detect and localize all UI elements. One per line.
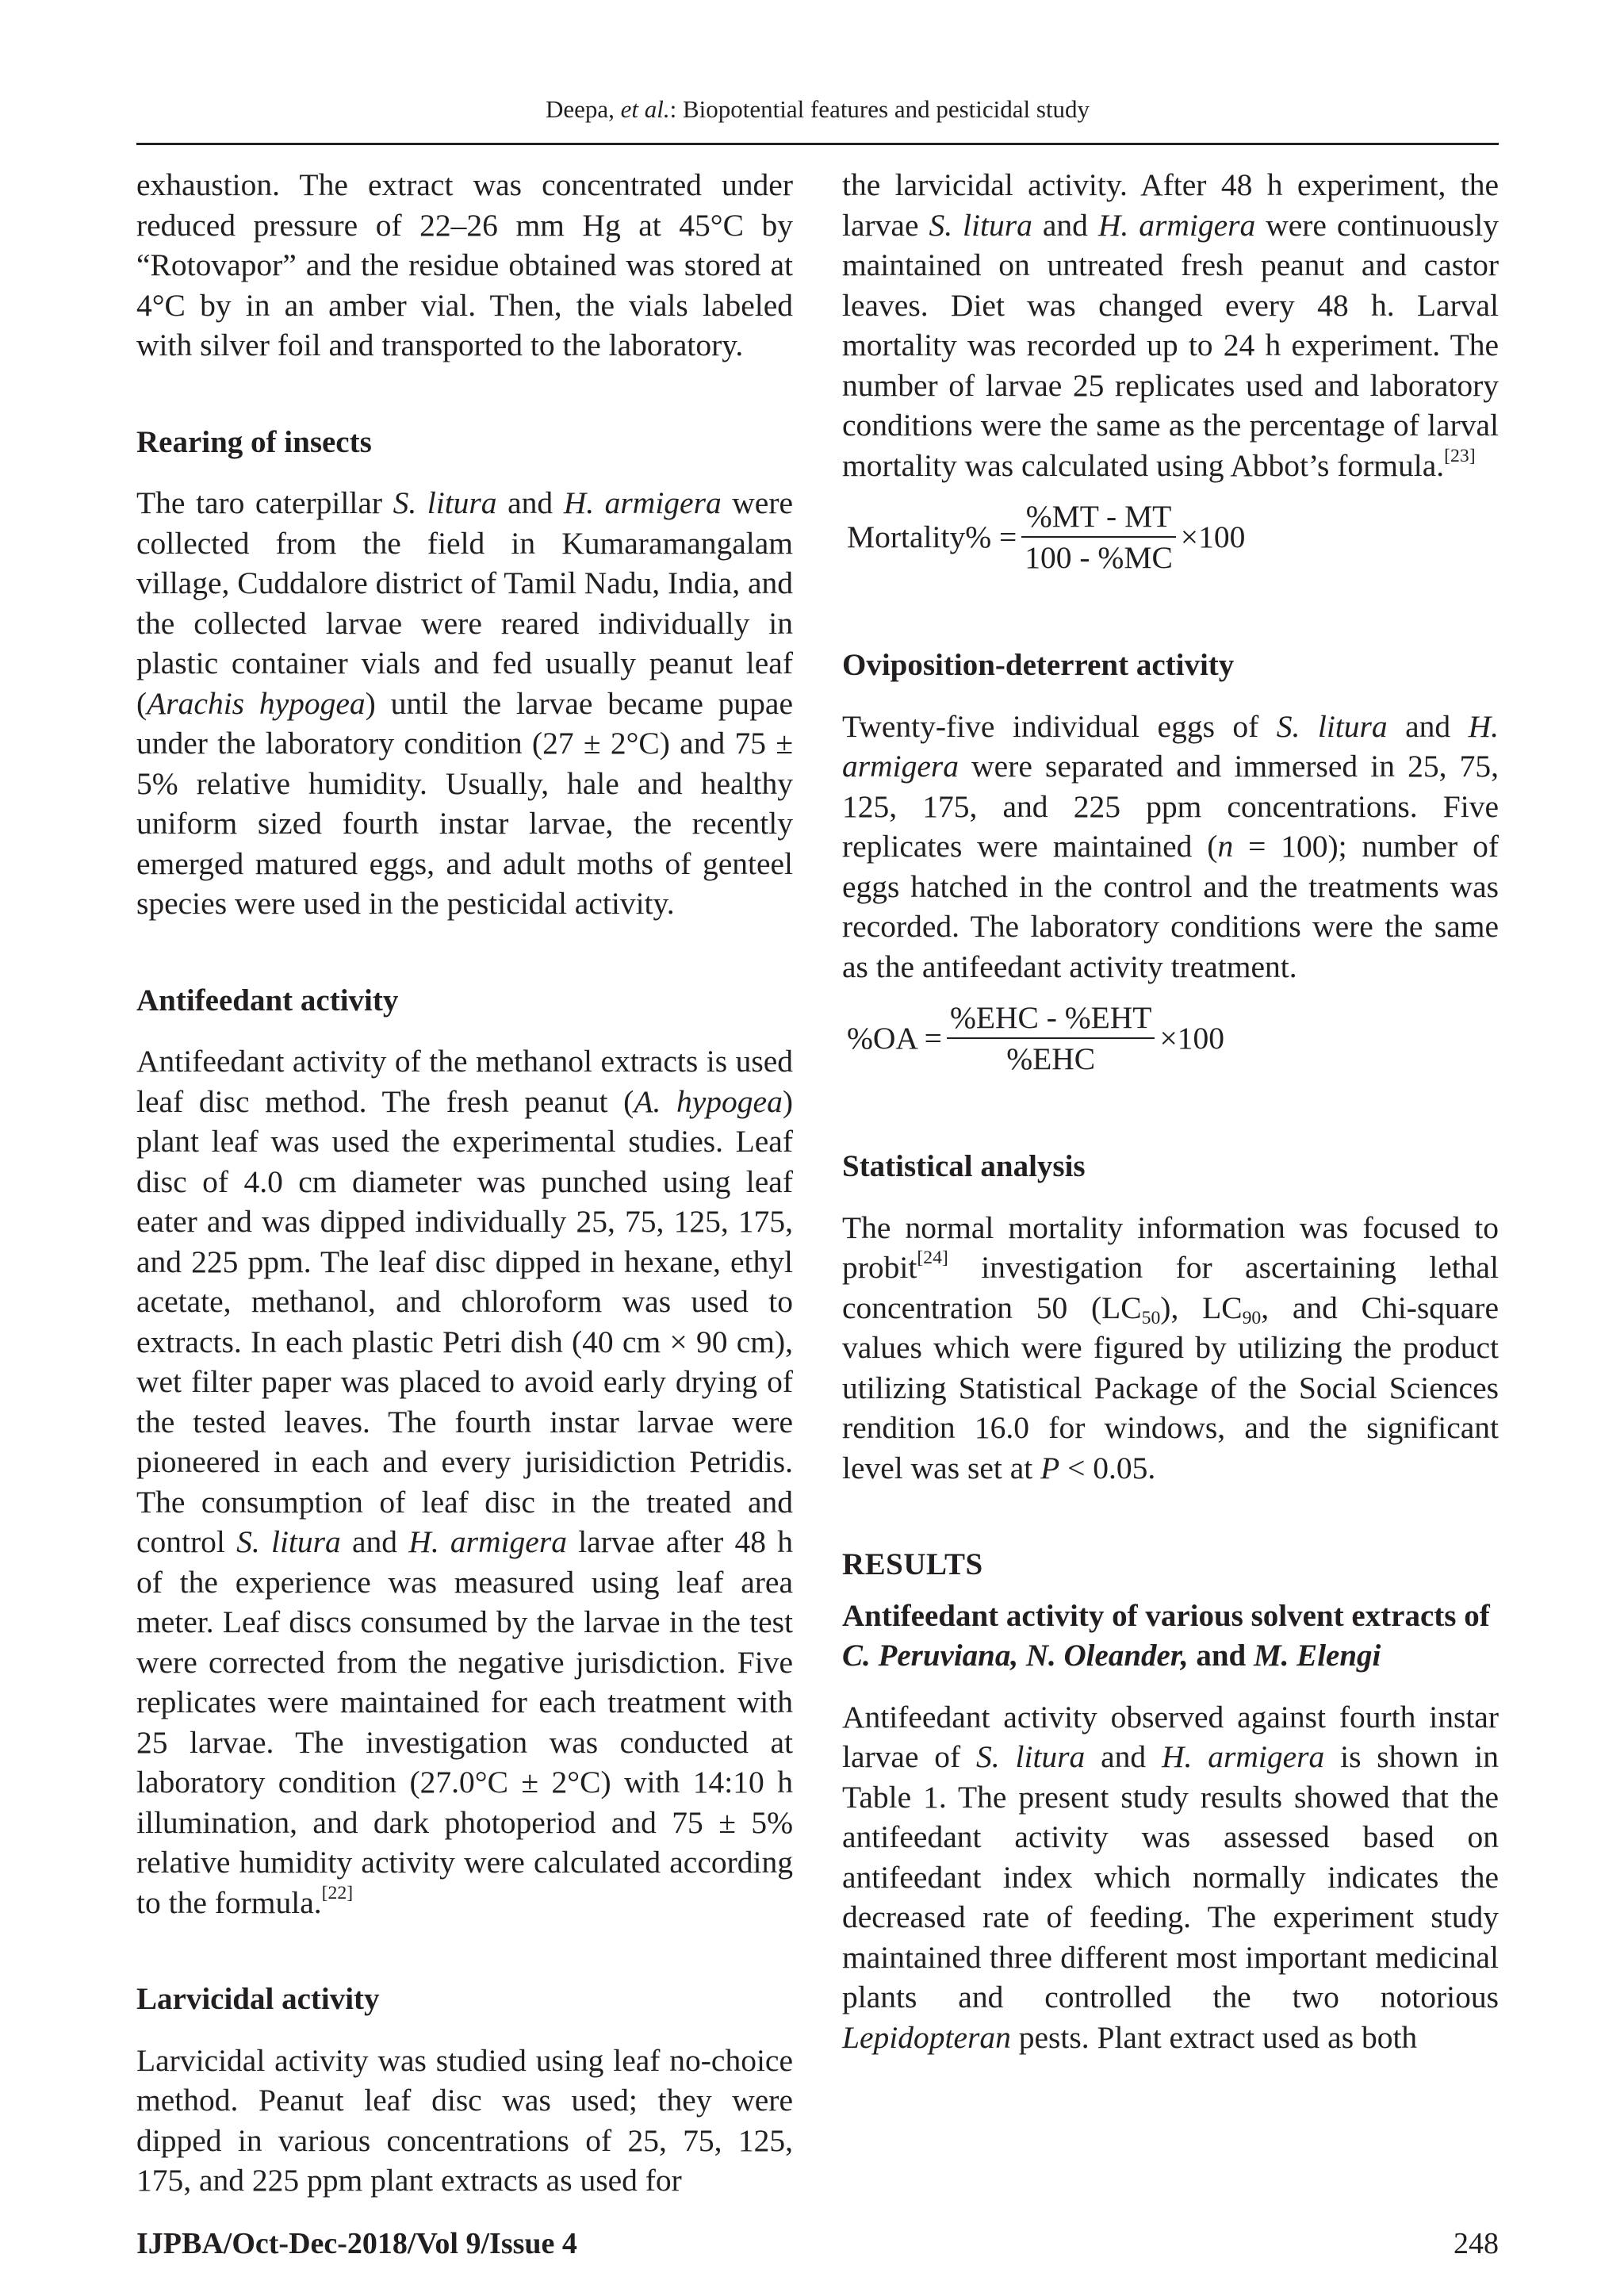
header-rule [136, 143, 1499, 145]
subheading-antifeedant-results: Antifeedant activity of various solvent extracts of C. Peruviana, N. Oleander, and M. Elengi [842, 1598, 1490, 1673]
running-head-etal: et al. [620, 95, 670, 123]
formula-mortality-fraction [1021, 498, 1176, 576]
species-h-armigera: H. armigera [1162, 1739, 1325, 1774]
heading-oviposition-deterrent-activity: Oviposition-deterrent activity [842, 648, 1235, 682]
formula-mortality-rhs: ×100 [1180, 519, 1246, 554]
right-column [842, 165, 1499, 2057]
species-h-armigera: H. armigera [563, 485, 722, 520]
subscript-90: 90 [1242, 1307, 1262, 1328]
formula-oa-denominator: %EHC [1006, 1041, 1096, 1076]
heading-rearing-of-insects: Rearing of insects [136, 424, 372, 459]
species-m-elengi: M. Elengi [1254, 1639, 1381, 1673]
paragraph-antifeedant: Antifeedant activity of the methanol extracts is used leaf disc method. The fresh peanut (A. hypogea) plant leaf was used the experimental studies. Leaf disc of 4.0 cm diameter was punched using leaf eater and was dipped individually 25, 75, 125, 175, and 225 ppm. The leaf disc dipped in hexane, ethyl acetate, methanol, and chloroform was used to extracts. In each plastic Petri dish (40 cm × 90 cm), wet filter paper was placed to avoid early drying of the tested leaves. The fourth instar larvae were pioneered in each and every jurisidiction Petridis. The consumption of leaf disc in the treated and control S. litura and H. armigera larvae after 48 h of the experience was measured using leaf area meter. Leaf discs consumed by the larvae in the test were corrected from the negative jurisdiction. Five replicates were maintained for each treatment with 25 larvae. The investigation was conducted at laboratory condition (27.0°C ± 2°C) with 14:10 h illumination, and dark photoperiod and 75 ± 5% relative humidity activity were calculated according to the formula.[22] [136, 1044, 793, 1920]
species-h-armigera: H. armigera [842, 708, 1499, 784]
species-s-litura: S. litura [929, 207, 1032, 243]
heading-antifeedant-activity: Antifeedant activity [136, 983, 399, 1018]
species-a-hypogea: A. hypogea [634, 1083, 783, 1119]
running-head-title: : Biopotential features and pesticidal study [669, 95, 1090, 123]
paragraph-rearing: The taro caterpillar S. litura and H. armigera were collected from the field in Kumaramangalam village, Cuddalore district of Tamil Nadu, India, and the collected larvae were reared individually in plastic container vials and fed usually peanut leaf (Arachis hypogea) until the larvae became pupae under the laboratory condition (27 ± 2°C) and 75 ± 5% relative humidity. Usually, hale and healthy uniform sized fourth instar larvae, the recently emerged matured eggs, and adult moths of genteel species were used in the pesticidal activity. [136, 485, 794, 921]
formula-oa-fraction [947, 999, 1155, 1077]
paragraph-statistical: The normal mortality information was focused to probit[24] investigation for ascertaining lethal concentration 50 $(LC_{50})$, $LC_{90}$, and Chi-square values which were figured by utilizing the product utilizing Statistical Package of the Social Sciences rendition 16.0 for windows, and the significant level was set at P < 0.05. [842, 1209, 1499, 1485]
formula-mortality-numerator: %MT - MT [1025, 499, 1172, 534]
citation-23: [23] [1444, 445, 1476, 466]
paragraph-larvicidal: Larvicidal activity was studied using leaf no-choice method. Peanut leaf disc was used; they were dipped in various concentrations of 25, 75, 125, 175, and 225 ppm plant extracts as used for [136, 2042, 793, 2198]
heading-statistical-analysis: Statistical analysis [842, 1149, 1086, 1183]
species-s-litura: S. litura [236, 1524, 341, 1559]
heading-results: RESULTS [842, 1547, 983, 1581]
paragraph-exhaustion: exhaustion. The extract was concentrated under reduced pressure of 22–26 mm Hg at 45°C by “Rotovapor” and the residue obtained was stored at 4°C by in an amber vial. Then, the vials labeled with silver foil and transported to the laboratory. [136, 167, 793, 362]
formula-oa-rhs: ×100 [1159, 1020, 1224, 1056]
citation-24: [24] [917, 1248, 948, 1269]
species-h-armigera: H. armigera [1097, 207, 1256, 243]
species-s-litura: S. litura [976, 1739, 1086, 1774]
species-s-litura: S. litura [393, 485, 497, 520]
species-arachis-hypogea: Arachis hypogea [147, 685, 366, 721]
taxon-lepidopteran: Lepidopteran [842, 2019, 1011, 2055]
species-h-armigera: H. armigera [408, 1524, 567, 1559]
formula-oa-numerator: %EHC - %EHT [949, 1000, 1152, 1035]
heading-larvicidal-activity: Larvicidal activity [136, 1982, 380, 2016]
species-plants: C. Peruviana, N. Oleander, [842, 1639, 1189, 1673]
subscript-50: 50 [1141, 1307, 1161, 1328]
footer-journal: IJPBA/Oct-Dec-2018/Vol 9/Issue 4 [136, 2227, 577, 2260]
formula-oviposition-activity [842, 987, 1499, 1090]
variable-n: n [1217, 829, 1234, 864]
formula-mortality-denominator: 100 - %MC [1025, 540, 1173, 575]
left-column [136, 165, 793, 2201]
paragraph-oviposition: Twenty-five individual eggs of S. litura and H. armigera were separated and immersed in 25, 75, 125, 175, and 225 ppm concentrations. Five replicates were maintained (n = 100); number of eggs hatched in the control and the treatments was recorded. The laboratory conditions were the same as the antifeedant activity treatment. [842, 708, 1500, 984]
running-head-author: Deepa, [545, 95, 615, 123]
formula-mortality-lhs: Mortality% = [847, 519, 1017, 554]
formula-mortality [842, 485, 1499, 588]
formula-oa-lhs: %OA = [847, 1020, 942, 1056]
page-number: 248 [1454, 2227, 1499, 2260]
paragraph-results: Antifeedant activity observed against fourth instar larvae of S. litura and H. armigera is shown in Table 1. The present study results showed that the antifeedant activity was assessed based on antifeedant index which normally indicates the decreased rate of feeding. The experiment study maintained three different most important medicinal plants and controlled the two notorious Lepidopteran pests. Plant extract used as both [842, 1699, 1499, 2055]
paragraph-larvicidal-continued: the larvicidal activity. After 48 h experiment, the larvae S. litura and H. armigera were continuously maintained on untreated fresh peanut and castor leaves. Diet was changed every 48 h. Larval mortality was recorded up to 24 h experiment. The number of larvae 25 replicates used and laboratory conditions were the same as the percentage of larval mortality was calculated using Abbot’s formula.[23] [842, 167, 1499, 483]
citation-22: [22] [321, 1882, 354, 1903]
species-s-litura: S. litura [1276, 708, 1388, 744]
variable-p: P [1040, 1450, 1060, 1485]
running-head [136, 94, 1499, 125]
